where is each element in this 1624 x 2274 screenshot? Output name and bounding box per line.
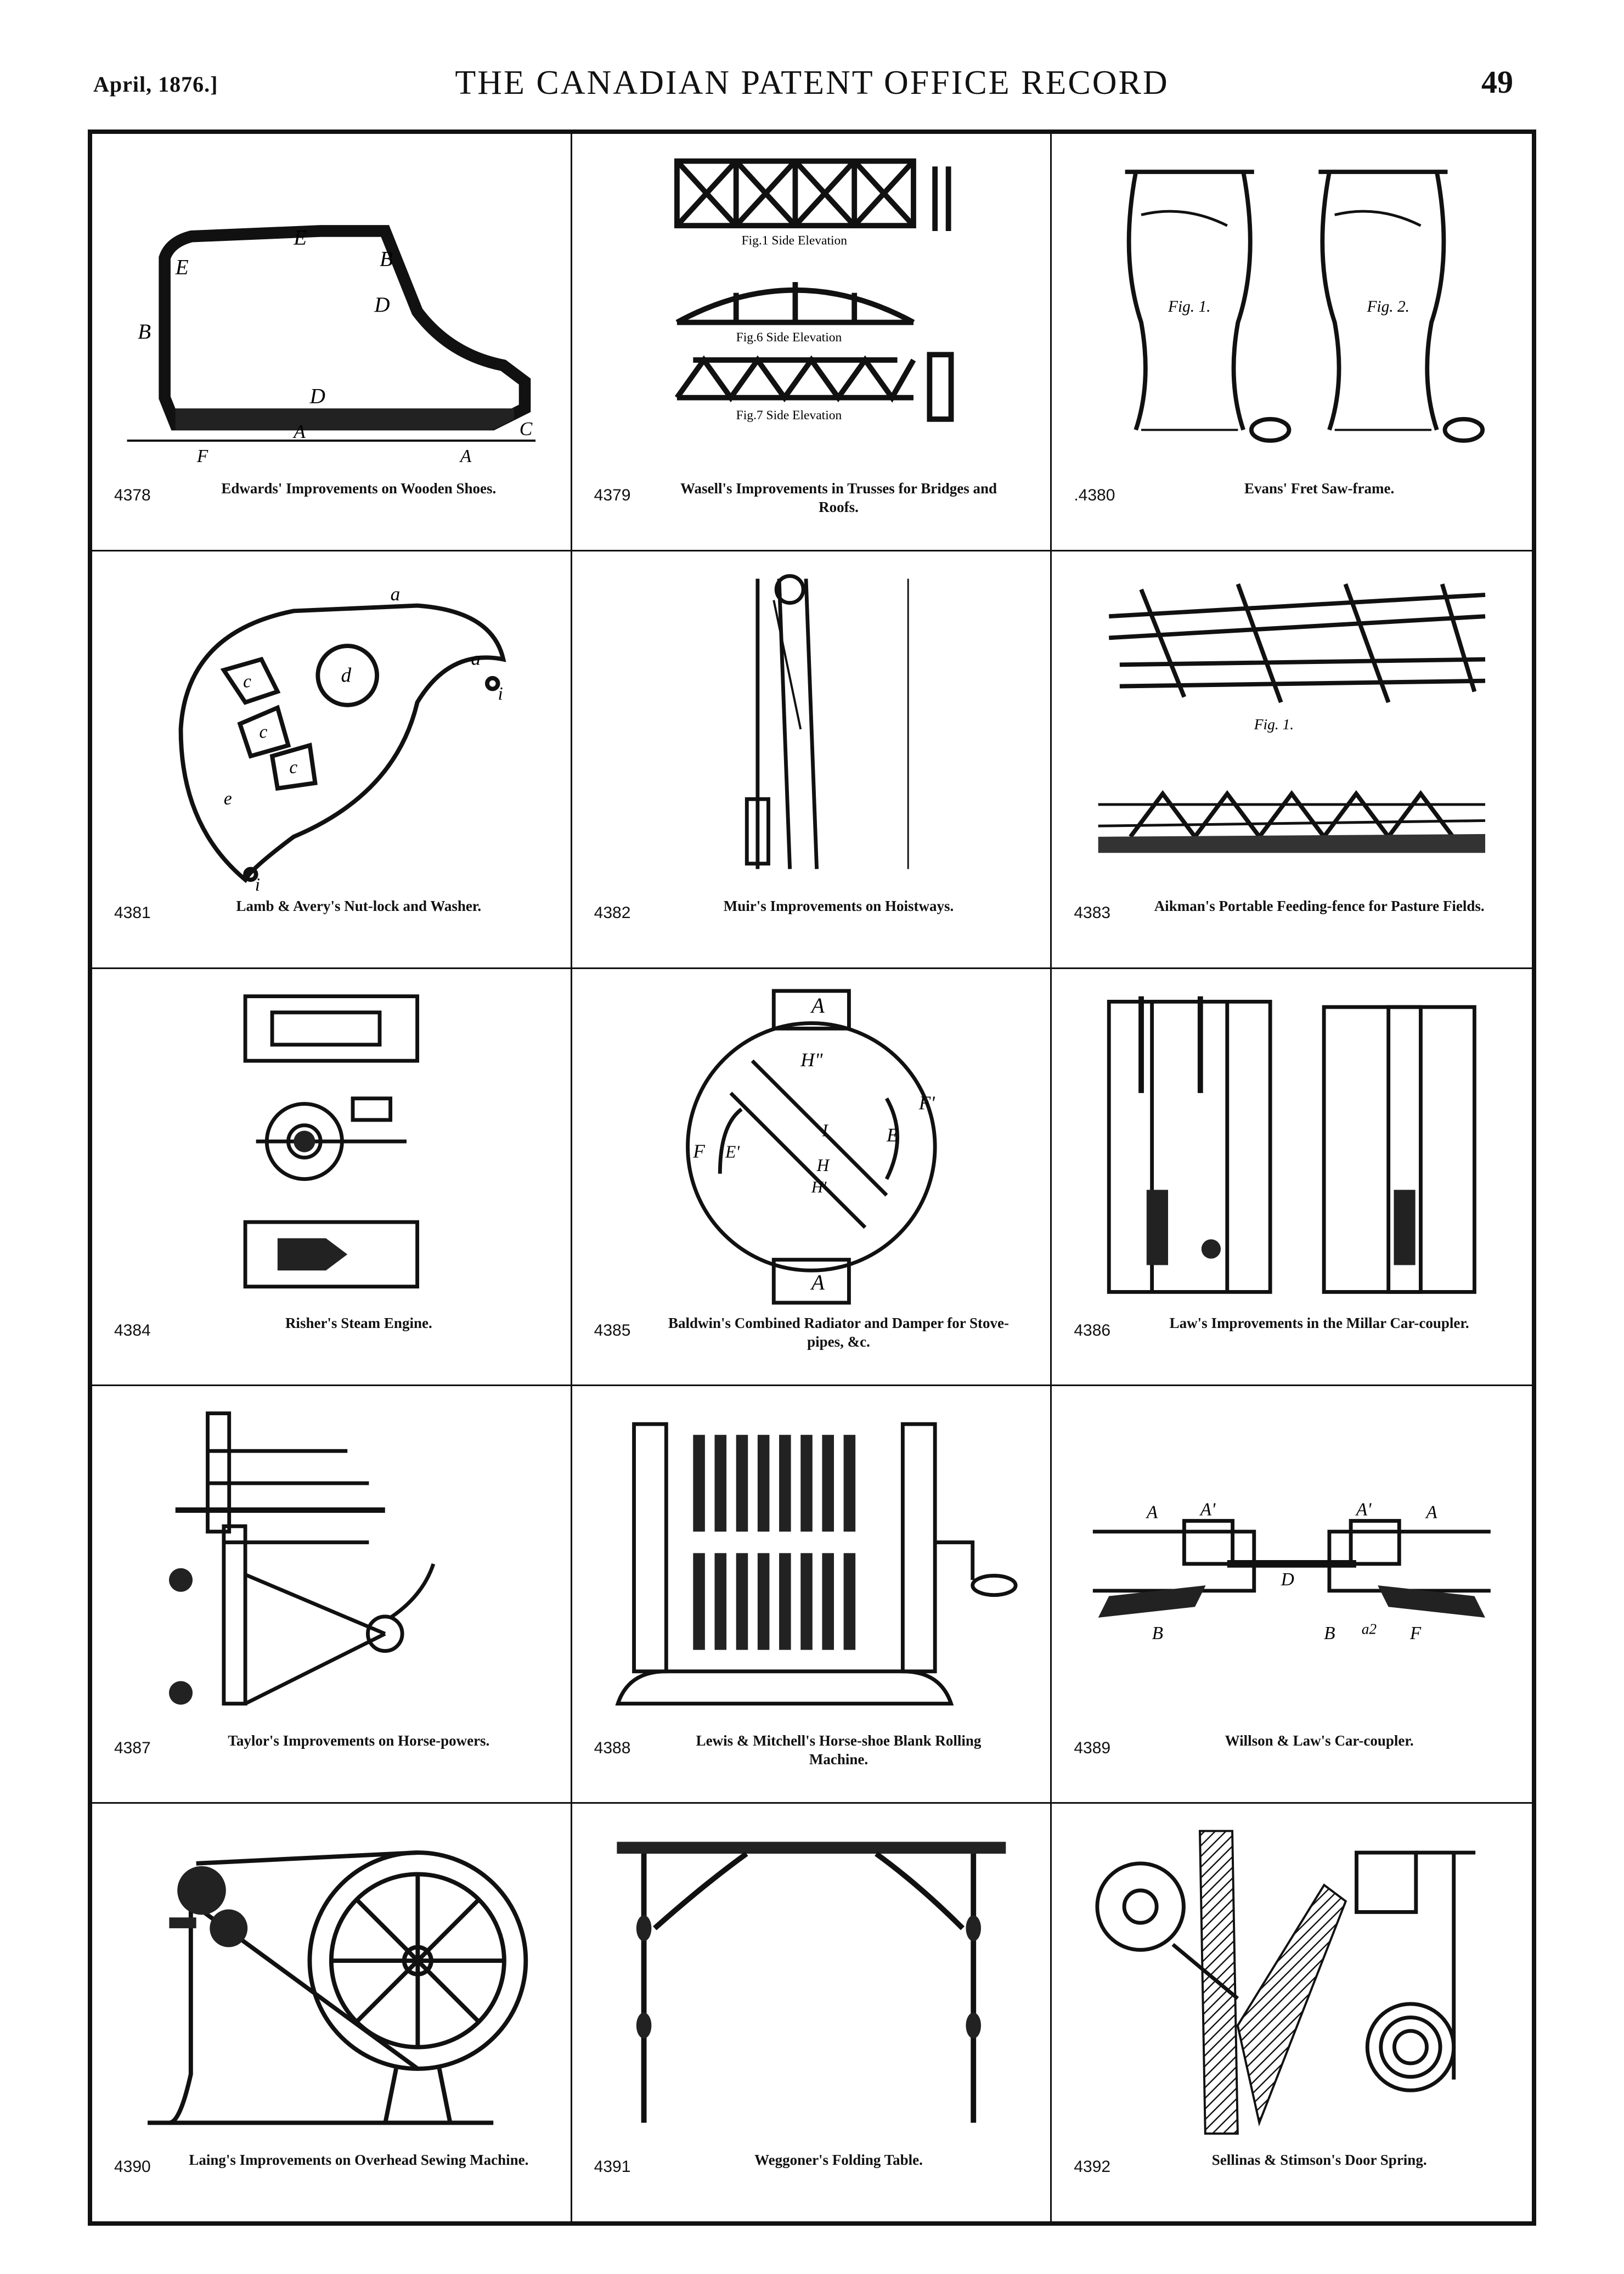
svg-text:i: i (498, 683, 503, 704)
sewing-machine-figure (114, 1820, 549, 2144)
svg-text:Fig.6 Side Elevation: Fig.6 Side Elevation (736, 330, 842, 345)
patent-entry (1052, 551, 1532, 969)
svg-text:i: i (255, 874, 260, 891)
patent-title: Laing's Improvements on Overhead Sewing Machine. (189, 2151, 529, 2168)
patent-caption (594, 1732, 1029, 1787)
svg-text:e: e (223, 788, 232, 809)
svg-text:B: B (1152, 1623, 1164, 1644)
svg-text:Fig. 1.: Fig. 1. (1168, 297, 1211, 316)
patent-number: 4391 (594, 2158, 631, 2176)
bridge-truss-figure (594, 150, 1029, 473)
patent-caption (1074, 2151, 1510, 2206)
patent-caption (1074, 480, 1510, 534)
horse-power-figure (114, 1403, 549, 1725)
patent-caption (114, 2151, 549, 2206)
patent-entry (92, 969, 572, 1387)
patent-caption (114, 1314, 549, 1369)
patent-title: Willson & Law's Car-coupler. (1225, 1732, 1414, 1749)
svg-text:Fig. 1.: Fig. 1. (1254, 716, 1294, 733)
patent-caption (1074, 897, 1510, 952)
svg-text:A: A (811, 993, 825, 1017)
patent-entry (1052, 969, 1532, 1387)
svg-text:A': A' (1356, 1500, 1372, 1521)
patent-entry (92, 134, 572, 551)
svg-text:A: A (811, 1270, 825, 1294)
patent-entry (92, 1386, 572, 1804)
patent-title: Baldwin's Combined Radiator and Damper for Stove-pipes, &c. (668, 1315, 1010, 1350)
patent-caption (1074, 1732, 1510, 1787)
patent-title: Weggoner's Folding Table. (754, 2151, 923, 2168)
patent-number: 4386 (1074, 1321, 1111, 1339)
patent-title: Law's Improvements in the Millar Car-coupler. (1169, 1315, 1469, 1332)
patent-entry (572, 969, 1052, 1387)
issue-date: April, 1876.] (93, 72, 218, 97)
patent-figure-grid (88, 130, 1536, 2226)
car-coupler-figure (1074, 986, 1510, 1308)
svg-text:E: E (175, 255, 189, 279)
svg-text:Fig.1 Side Elevation: Fig.1 Side Elevation (741, 233, 847, 248)
patent-entry (92, 551, 572, 969)
rolling-machine-figure (594, 1403, 1029, 1725)
svg-text:D: D (1281, 1569, 1295, 1590)
patent-title: Risher's Steam Engine. (285, 1315, 432, 1332)
patent-number: 4392 (1074, 2158, 1111, 2176)
patent-caption (594, 480, 1029, 534)
patent-entry (92, 1804, 572, 2221)
svg-text:D: D (374, 292, 390, 317)
patent-entry (572, 134, 1052, 551)
patent-number: .4380 (1074, 486, 1115, 505)
svg-text:c: c (243, 671, 251, 692)
svg-text:a: a (390, 583, 401, 605)
svg-text:B: B (379, 247, 393, 271)
patent-number: 4378 (114, 486, 151, 505)
patent-number: 4388 (594, 1738, 631, 1757)
patent-number: 4382 (594, 904, 631, 922)
patent-title: Edwards' Improvements on Wooden Shoes. (221, 480, 497, 497)
patent-number: 4387 (114, 1738, 151, 1757)
patent-caption (114, 1732, 549, 1787)
svg-text:A: A (460, 446, 472, 467)
hoistway-figure (594, 568, 1029, 891)
patent-title: Sellinas & Stimson's Door Spring. (1211, 2151, 1427, 2168)
svg-text:B: B (138, 319, 151, 344)
patent-caption (594, 2151, 1029, 2206)
svg-text:A: A (1147, 1502, 1158, 1523)
patent-caption (1074, 1314, 1510, 1369)
patent-entry (572, 551, 1052, 969)
patent-entry (572, 1386, 1052, 1804)
patent-caption (114, 897, 549, 952)
svg-text:A': A' (1200, 1500, 1216, 1521)
patent-entry (1052, 134, 1532, 551)
patent-title: Muir's Improvements on Hoistways. (723, 897, 954, 914)
patent-number: 4389 (1074, 1738, 1111, 1757)
svg-text:F: F (1410, 1623, 1422, 1644)
radiator-damper-figure (594, 986, 1029, 1308)
svg-text:Fig.7 Side Elevation: Fig.7 Side Elevation (736, 408, 842, 423)
steam-engine-figure (114, 986, 549, 1308)
patent-title: Wasell's Improvements in Trusses for Bridges and Roofs. (680, 480, 997, 515)
svg-text:F: F (196, 446, 208, 467)
patent-number: 4381 (114, 904, 151, 922)
svg-text:I: I (822, 1120, 828, 1140)
svg-text:d: d (341, 664, 352, 687)
patent-title: Taylor's Improvements on Horse-powers. (228, 1732, 490, 1749)
patent-caption (594, 897, 1029, 952)
svg-text:E: E (886, 1124, 899, 1146)
page-number: 49 (1481, 64, 1513, 100)
patent-title: Lewis & Mitchell's Horse-shoe Blank Rolling Machine. (696, 1732, 982, 1768)
nut-lock-figure (114, 568, 549, 891)
svg-text:E': E' (725, 1142, 740, 1162)
svg-text:H": H" (800, 1049, 823, 1071)
car-coupler-2-figure (1074, 1403, 1510, 1725)
svg-text:F': F' (918, 1091, 935, 1113)
patent-caption (114, 480, 549, 534)
patent-entry (1052, 1386, 1532, 1804)
patent-title: Aikman's Portable Feeding-fence for Pasture Fields. (1154, 897, 1485, 914)
svg-text:H': H' (811, 1178, 826, 1196)
patent-entry (572, 1804, 1052, 2221)
folding-table-figure (594, 1820, 1029, 2144)
saw-frame-figure (1074, 150, 1510, 473)
page-header (0, 0, 1624, 132)
patent-title: Lamb & Avery's Nut-lock and Washer. (236, 897, 482, 914)
svg-text:c: c (289, 757, 298, 778)
svg-text:B: B (1324, 1623, 1335, 1644)
patent-number: 4385 (594, 1321, 631, 1339)
patent-number: 4379 (594, 486, 631, 505)
svg-text:E: E (294, 226, 307, 250)
patent-caption (594, 1314, 1029, 1369)
patent-title: Evans' Fret Saw-frame. (1244, 480, 1395, 497)
patent-number: 4390 (114, 2158, 151, 2176)
publication-title: THE CANADIAN PATENT OFFICE RECORD (455, 64, 1169, 102)
svg-text:F: F (692, 1140, 705, 1162)
svg-text:H: H (816, 1155, 829, 1175)
svg-text:a2: a2 (1362, 1620, 1377, 1637)
svg-text:C: C (519, 418, 533, 440)
svg-text:A: A (294, 421, 306, 443)
wooden-shoe-figure (114, 150, 549, 473)
patent-entry (1052, 1804, 1532, 2221)
svg-text:D: D (309, 384, 325, 408)
patent-number: 4384 (114, 1321, 151, 1339)
svg-text:Fig. 2.: Fig. 2. (1367, 297, 1410, 316)
svg-text:a: a (471, 648, 481, 669)
feeding-fence-figure (1074, 568, 1510, 891)
patent-number: 4383 (1074, 904, 1111, 922)
svg-text:A: A (1426, 1502, 1437, 1523)
door-spring-figure (1074, 1820, 1510, 2144)
svg-text:c: c (259, 722, 268, 742)
